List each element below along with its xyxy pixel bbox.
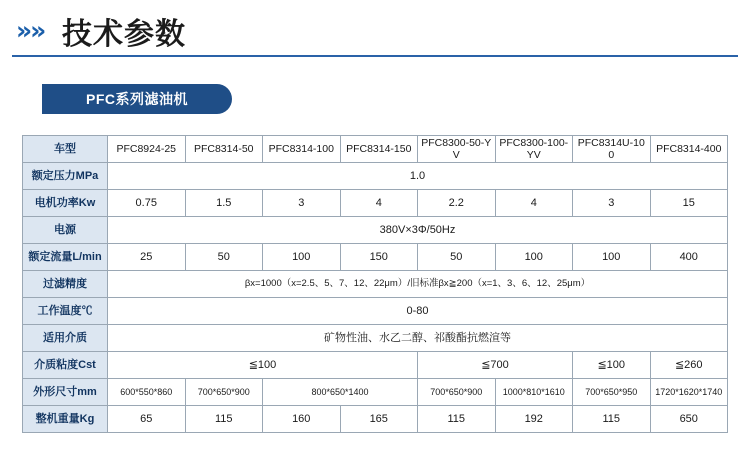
table-row [23, 325, 728, 352]
row-label-working-temperature: 工作温度℃ [23, 298, 108, 325]
cell-filtration-accuracy-all: βx=1000（x=2.5、5、7、12、22μm）/旧标准βx≧200（x=1、3、6、12、25μm） [108, 271, 728, 298]
table-row [23, 163, 728, 190]
cell-rated-flow-3: 100 [263, 244, 341, 271]
cell-rated-flow-4: 150 [340, 244, 418, 271]
cell-model-8: PFC8314-400 [650, 136, 728, 163]
series-title-label: PFC系列滤油机 [86, 91, 188, 107]
row-label-rated-pressure: 额定压力MPa [23, 163, 108, 190]
table-row [23, 352, 728, 379]
specs-table-wrapper [22, 135, 728, 433]
row-label-dimensions: 外形尺寸mm [23, 379, 108, 406]
cell-total-weight-1: 65 [108, 406, 186, 433]
cell-medium-viscosity-2: ≦700 [418, 352, 573, 379]
cell-dimensions-5: 1000*810*1610 [495, 379, 573, 406]
cell-model-2: PFC8314-50 [185, 136, 263, 163]
cell-motor-power-5: 2.2 [418, 190, 496, 217]
cell-motor-power-2: 1.5 [185, 190, 263, 217]
cell-dimensions-2: 700*650*900 [185, 379, 263, 406]
cell-model-5: PFC8300-50-YV [418, 136, 496, 163]
cell-dimensions-1: 600*550*860 [108, 379, 186, 406]
cell-power-supply-all: 380V×3Φ/50Hz [108, 217, 728, 244]
row-label-rated-flow: 额定流量L/min [23, 244, 108, 271]
cell-dimensions-4: 700*650*900 [418, 379, 496, 406]
table-row [23, 136, 728, 163]
cell-motor-power-1: 0.75 [108, 190, 186, 217]
cell-model-7: PFC8314U-100 [573, 136, 651, 163]
row-label-applicable-medium: 适用介质 [23, 325, 108, 352]
header-divider [12, 55, 738, 57]
cell-rated-flow-5: 50 [418, 244, 496, 271]
table-row [23, 190, 728, 217]
table-row [23, 379, 728, 406]
cell-total-weight-7: 115 [573, 406, 651, 433]
cell-total-weight-5: 115 [418, 406, 496, 433]
cell-dimensions-3: 800*650*1400 [263, 379, 418, 406]
row-label-power-supply: 电源 [23, 217, 108, 244]
cell-total-weight-6: 192 [495, 406, 573, 433]
page-header [0, 0, 750, 62]
cell-motor-power-4: 4 [340, 190, 418, 217]
table-row [23, 244, 728, 271]
cell-working-temperature-all: 0-80 [108, 298, 728, 325]
cell-total-weight-3: 160 [263, 406, 341, 433]
row-label-total-weight: 整机重量Kg [23, 406, 108, 433]
cell-medium-viscosity-3: ≦100 [573, 352, 651, 379]
cell-motor-power-6: 4 [495, 190, 573, 217]
cell-motor-power-8: 15 [650, 190, 728, 217]
cell-rated-flow-8: 400 [650, 244, 728, 271]
row-label-motor-power: 电机功率Kw [23, 190, 108, 217]
cell-rated-flow-1: 25 [108, 244, 186, 271]
table-row [23, 271, 728, 298]
series-title-badge [42, 84, 232, 114]
cell-rated-flow-6: 100 [495, 244, 573, 271]
cell-motor-power-3: 3 [263, 190, 341, 217]
cell-applicable-medium-all: 矿物性油、水乙二醇、祁酸酯抗燃渲等 [108, 325, 728, 352]
cell-model-4: PFC8314-150 [340, 136, 418, 163]
row-label-filtration-accuracy: 过滤精度 [23, 271, 108, 298]
cell-medium-viscosity-1: ≦100 [108, 352, 418, 379]
cell-total-weight-8: 650 [650, 406, 728, 433]
specs-table [22, 135, 728, 433]
cell-model-3: PFC8314-100 [263, 136, 341, 163]
cell-motor-power-7: 3 [573, 190, 651, 217]
table-row [23, 298, 728, 325]
cell-total-weight-4: 165 [340, 406, 418, 433]
table-row [23, 217, 728, 244]
cell-model-6: PFC8300-100-YV [495, 136, 573, 163]
cell-rated-flow-7: 100 [573, 244, 651, 271]
cell-rated-flow-2: 50 [185, 244, 263, 271]
page-title: 技术参数 [62, 18, 186, 51]
row-label-medium-viscosity: 介质粘度Cst [23, 352, 108, 379]
chevrons-icon: »» [16, 16, 45, 45]
cell-rated-pressure-all: 1.0 [108, 163, 728, 190]
row-label-model: 车型 [23, 136, 108, 163]
cell-dimensions-7: 1720*1620*1740 [650, 379, 728, 406]
cell-dimensions-6: 700*650*950 [573, 379, 651, 406]
table-row [23, 406, 728, 433]
cell-model-1: PFC8924-25 [108, 136, 186, 163]
cell-medium-viscosity-4: ≦260 [650, 352, 728, 379]
cell-total-weight-2: 115 [185, 406, 263, 433]
